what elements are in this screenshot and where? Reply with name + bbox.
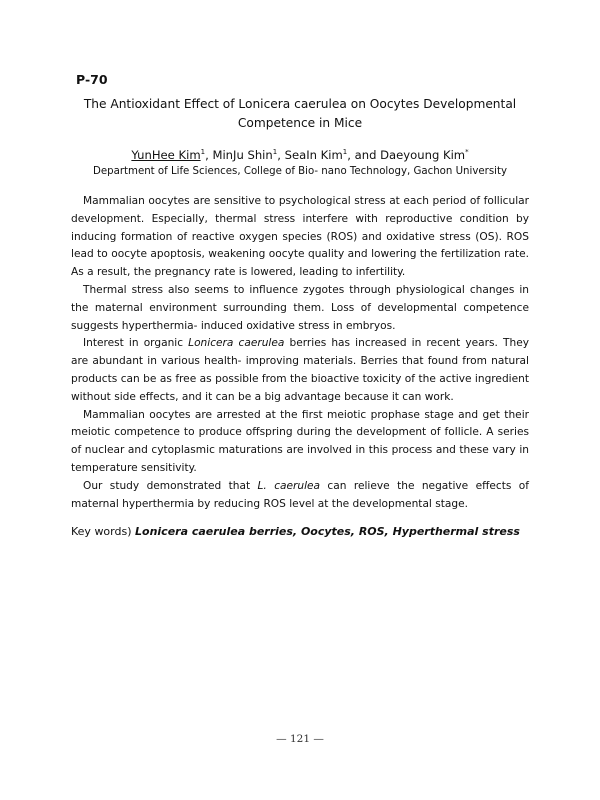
paragraph-text: Mammalian oocytes are arrested at the first meiotic prophase stage and get their meiotic competence to produce offspring during the development of follicle. A series of nuclear and cytoplasmic maturations are involved in this process and these vary in temperature sensitivity. (71, 408, 529, 474)
abstract-paragraph (71, 335, 529, 406)
author-separator: , and (347, 148, 381, 162)
abstract-paragraph (71, 282, 529, 335)
affiliation: Department of Life Sciences, College of Bio- nano Technology, Gachon University (93, 166, 507, 177)
page-number: — 121 — (276, 733, 324, 745)
abstract-body (71, 193, 529, 513)
poster-id: P-70 (76, 72, 108, 87)
keywords-text: Lonicera caerulea berries, Oocytes, ROS, Hyperthermal stress (135, 525, 520, 538)
author-affiliation-mark: 1 (200, 148, 206, 157)
corresponding-author-mark: * (465, 148, 469, 157)
author-name: MinJu Shin (212, 148, 273, 162)
paragraph-text: Thermal stress also seems to influence zygotes through physiological changes in the maternal environment surrounding them. Loss of developmental competence suggests hyperthermia- induced oxidative stress in embryos. (71, 283, 529, 332)
author-separator: , (277, 148, 285, 162)
keywords-line (71, 524, 529, 540)
keywords-label: Key words) (71, 525, 132, 538)
abstract-paragraph (71, 407, 529, 478)
paragraph-text: Our study demonstrated that (83, 479, 258, 492)
species-name: Lonicera caerulea (188, 337, 285, 350)
author-separator: , (205, 148, 213, 162)
paragraph-text: can relieve the negative effects of maternal hyperthermia by reducing ROS level at the developmental stage. (71, 479, 529, 510)
abstract-paragraph (71, 478, 529, 514)
author-name: Daeyoung Kim (380, 148, 466, 162)
paragraph-text: Mammalian oocytes are sensitive to psychological stress at each period of follicular development. Especially, thermal stress interfere with reproductive condition by inducing formation of reactive oxygen species (ROS) and oxidative stress (OS). ROS lead to oocyte apoptosis, weakening oocyte quality and lowering the fertilization rate. As a result, the pregnancy rate is lowered, leading to infertility. (71, 195, 529, 279)
author-name: SeaIn Kim (284, 148, 343, 162)
paper-title: The Antioxidant Effect of Lonicera caerulea on Oocytes Developmental Competence in Mice (83, 97, 517, 130)
paragraph-text: berries has increased in recent years. They are abundant in various health- improving materials. Berries that found from natural products can be as free as possible from the bioactive toxicity of the active ingredient without side effects, and it can be a big advantage because it can work. (71, 337, 529, 403)
author-affiliation-mark: 1 (272, 148, 278, 157)
author-affiliation-mark: 1 (342, 148, 348, 157)
author-list (64, 147, 536, 163)
paragraph-text: Interest in organic (83, 337, 189, 350)
species-name: L. caerulea (257, 479, 321, 492)
abstract-paragraph (71, 193, 529, 282)
author-name: YunHee Kim (131, 148, 201, 162)
